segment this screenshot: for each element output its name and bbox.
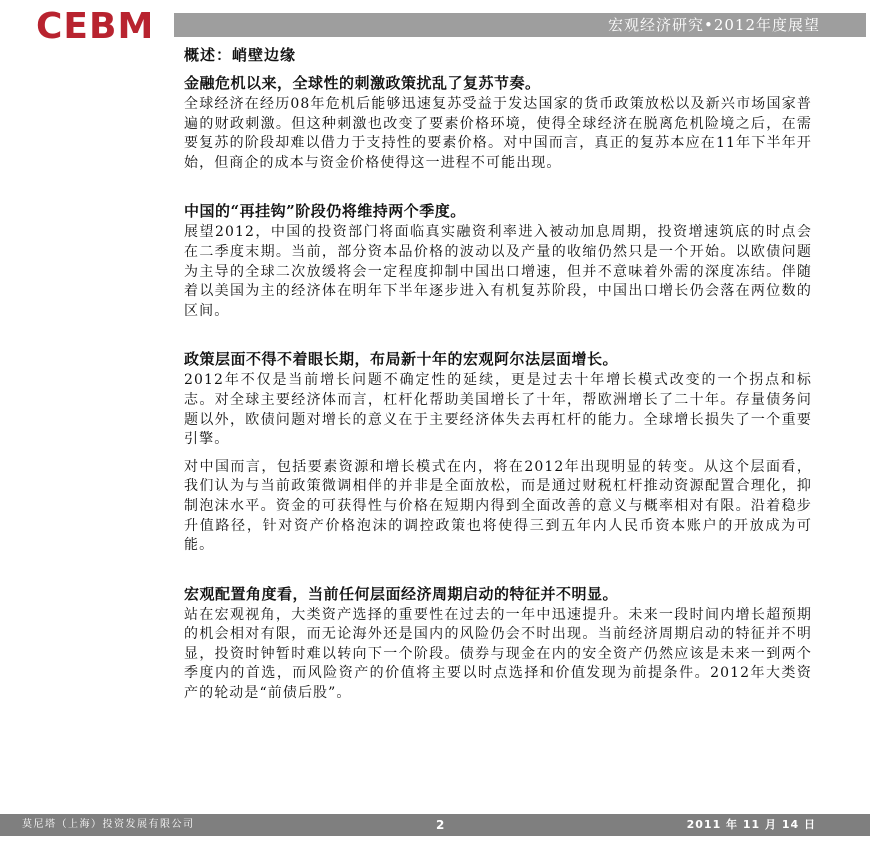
footer-bar — [0, 814, 870, 836]
page-number: 2 — [436, 818, 445, 832]
cebm-logo-mark — [36, 8, 170, 42]
main-content — [184, 44, 812, 732]
section-heading: 政策层面不得不着眼长期，布局新十年的宏观阿尔法层面增长。 — [184, 350, 619, 369]
logo-text: CEBM — [36, 8, 155, 42]
section-paragraph: 全球经济在经历08年危机后能够迅速复苏受益于发达国家的货币政策放松以及新兴市场国家普遍的财政刺激。但这种刺激也改变了要素价格环境，使得全球经济在脱离危机险境之后，在需要复苏的阶段却难以借力于支持性的要素价格。对中国而言，真正的复苏本应在11年下半年开始，但商企的成本与资金价格使得这一进程不可能出现。 — [184, 96, 812, 171]
header-bar — [174, 13, 866, 37]
footer-company: 莫尼塔（上海）投资发展有限公司 — [22, 819, 195, 830]
section-paragraph: 2012年不仅是当前增长问题不确定性的延续，更是过去十年增长模式改变的一个拐点和标志。对全球主要经济体而言，杠杆化帮助美国增长了十年，帮欧洲增长了二十年。存量债务问题以外，欧债问题对增长的意义在于主要经济体失去再杠杆的能力。全球增长损失了一个重要引擎。 — [184, 372, 812, 448]
footer-date: 2011 年 11 月 14 日 — [686, 818, 816, 831]
section-policy-long-term — [184, 349, 812, 555]
overview-heading: 概述：峭壁边缘 — [184, 46, 297, 64]
section-heading: 宏观配置角度看，当前任何层面经济周期启动的特征并不明显。 — [184, 584, 619, 603]
section-macro-allocation — [184, 584, 812, 704]
cebm-logo — [36, 8, 170, 42]
section-heading: 中国的“再挂钩”阶段仍将维持两个季度。 — [184, 202, 466, 221]
report-title: 宏观经济研究•2012年度展望 — [607, 16, 820, 34]
section-recoupling — [184, 201, 812, 321]
section-paragraph: 对中国而言，包括要素资源和增长模式在内，将在2012年出现明显的转变。从这个层面看，我们认为与当前政策微调相伴的并非是全面放松，而是通过财税杠杆推动资源配置合理化，抑制泡沫水平。资金的可获得性与价格在短期内得到全面改善的意义与概率相对有限。沿着稳步升值路径，针对资产价格泡沫的调控政策也将使得三到五年内人民币资本账户的开放成为可能。 — [184, 458, 812, 554]
section-paragraph: 展望2012，中国的投资部门将面临真实融资利率进入被动加息周期，投资增速筑底的时点会在二季度末期。当前，部分资本品价格的波动以及产量的收缩仍然只是一个开始。以欧债问题为主导的全球二次放缓将会一定程度抑制中国出口增速，但并不意味着外需的深度冻结。伴随着以美国为主的经济体在明年下半年逐步进入有机复苏阶段，中国出口增长仍会落在两位数的区间。 — [184, 224, 812, 319]
section-financial-crisis — [184, 73, 812, 173]
section-paragraph: 站在宏观视角，大类资产选择的重要性在过去的一年中迅速提升。未来一段时间内增长超预期的机会相对有限，而无论海外还是国内的风险仍会不时出现。当前经济周期启动的特征并不明显，投资时钟暂时难以转向下一个阶段。债券与现金在内的安全资产仍然应该是未来一到两个季度内的首选，而风险资产的价值将主要以时点选择和价值发现为前提条件。2012年大类资产的轮动是“前债后股”。 — [184, 606, 812, 702]
section-heading: 金融危机以来，全球性的刺激政策扰乱了复苏节奏。 — [184, 74, 541, 92]
